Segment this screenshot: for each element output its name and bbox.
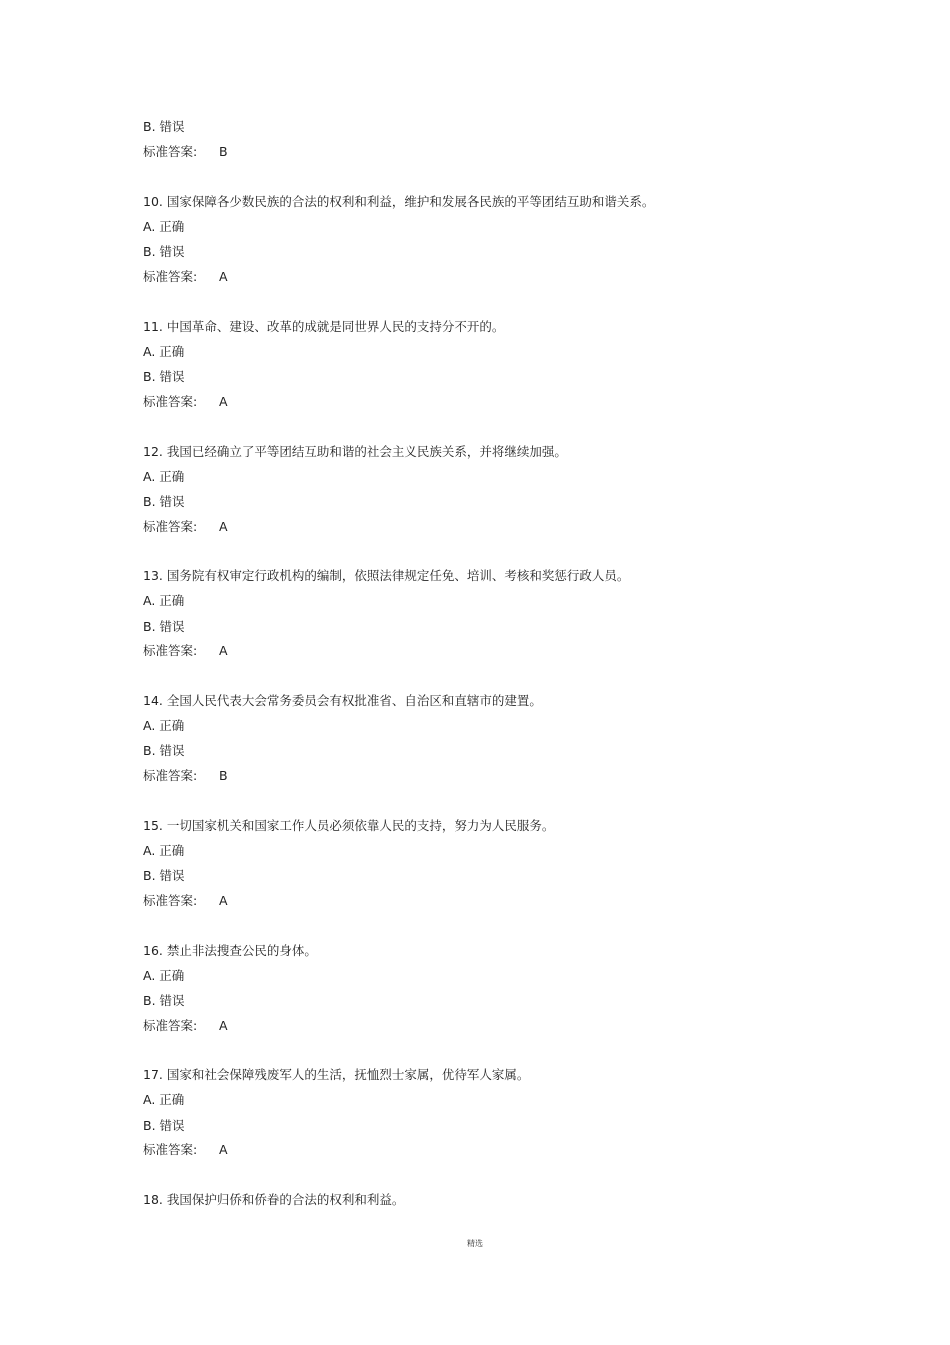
answer-label: 标准答案: xyxy=(143,269,198,284)
page-footer: 精选 xyxy=(467,1239,483,1248)
standard-answer xyxy=(143,394,228,410)
answer-label: 标准答案: xyxy=(143,394,198,409)
option-b: B. 错误 xyxy=(143,868,185,883)
question-text: 16. 禁止非法搜查公民的身体。 xyxy=(143,943,317,958)
option-b: B. 错误 xyxy=(143,244,185,259)
standard-answer xyxy=(143,144,228,160)
answer-label: 标准答案: xyxy=(143,893,198,908)
answer-value: B xyxy=(219,144,228,159)
standard-answer xyxy=(143,768,228,784)
question-text: 15. 一切国家机关和国家工作人员必须依靠人民的支持，努力为人民服务。 xyxy=(143,818,555,833)
answer-label: 标准答案: xyxy=(143,144,198,159)
option-b: B. 错误 xyxy=(143,494,185,509)
option-a: A. 正确 xyxy=(143,1092,185,1107)
standard-answer xyxy=(143,519,228,535)
option-b: B. 错误 xyxy=(143,119,185,134)
question-text: 18. 我国保护归侨和侨眷的合法的权利和利益。 xyxy=(143,1192,405,1207)
option-a: A. 正确 xyxy=(143,469,185,484)
standard-answer xyxy=(143,269,228,285)
answer-value: A xyxy=(219,893,228,908)
question-text: 12. 我国已经确立了平等团结互助和谐的社会主义民族关系，并将继续加强。 xyxy=(143,444,567,459)
answer-value: B xyxy=(219,768,228,783)
answer-label: 标准答案: xyxy=(143,643,198,658)
option-b: B. 错误 xyxy=(143,369,185,384)
answer-label: 标准答案: xyxy=(143,1142,198,1157)
option-b: B. 错误 xyxy=(143,1118,185,1133)
answer-value: A xyxy=(219,519,228,534)
option-a: A. 正确 xyxy=(143,718,185,733)
option-a: A. 正确 xyxy=(143,219,185,234)
question-text: 10. 国家保障各少数民族的合法的权利和利益，维护和发展各民族的平等团结互助和谐关系。 xyxy=(143,194,655,209)
standard-answer xyxy=(143,643,228,659)
option-b: B. 错误 xyxy=(143,743,185,758)
option-a: A. 正确 xyxy=(143,843,185,858)
option-a: A. 正确 xyxy=(143,593,185,608)
answer-value: A xyxy=(219,269,228,284)
option-a: A. 正确 xyxy=(143,968,185,983)
question-text: 14. 全国人民代表大会常务委员会有权批准省、自治区和直辖市的建置。 xyxy=(143,693,542,708)
question-text: 17. 国家和社会保障残废军人的生活，抚恤烈士家属，优待军人家属。 xyxy=(143,1067,530,1082)
option-b: B. 错误 xyxy=(143,993,185,1008)
standard-answer xyxy=(143,1018,228,1034)
standard-answer xyxy=(143,893,228,909)
answer-value: A xyxy=(219,1142,228,1157)
answer-label: 标准答案: xyxy=(143,768,198,783)
question-text: 13. 国务院有权审定行政机构的编制，依照法律规定任免、培训、考核和奖惩行政人员。 xyxy=(143,568,630,583)
answer-label: 标准答案: xyxy=(143,519,198,534)
answer-value: A xyxy=(219,643,228,658)
answer-value: A xyxy=(219,394,228,409)
option-b: B. 错误 xyxy=(143,619,185,634)
question-text: 11. 中国革命、建设、改革的成就是同世界人民的支持分不开的。 xyxy=(143,319,505,334)
option-a: A. 正确 xyxy=(143,344,185,359)
answer-value: A xyxy=(219,1018,228,1033)
answer-label: 标准答案: xyxy=(143,1018,198,1033)
standard-answer xyxy=(143,1142,228,1158)
